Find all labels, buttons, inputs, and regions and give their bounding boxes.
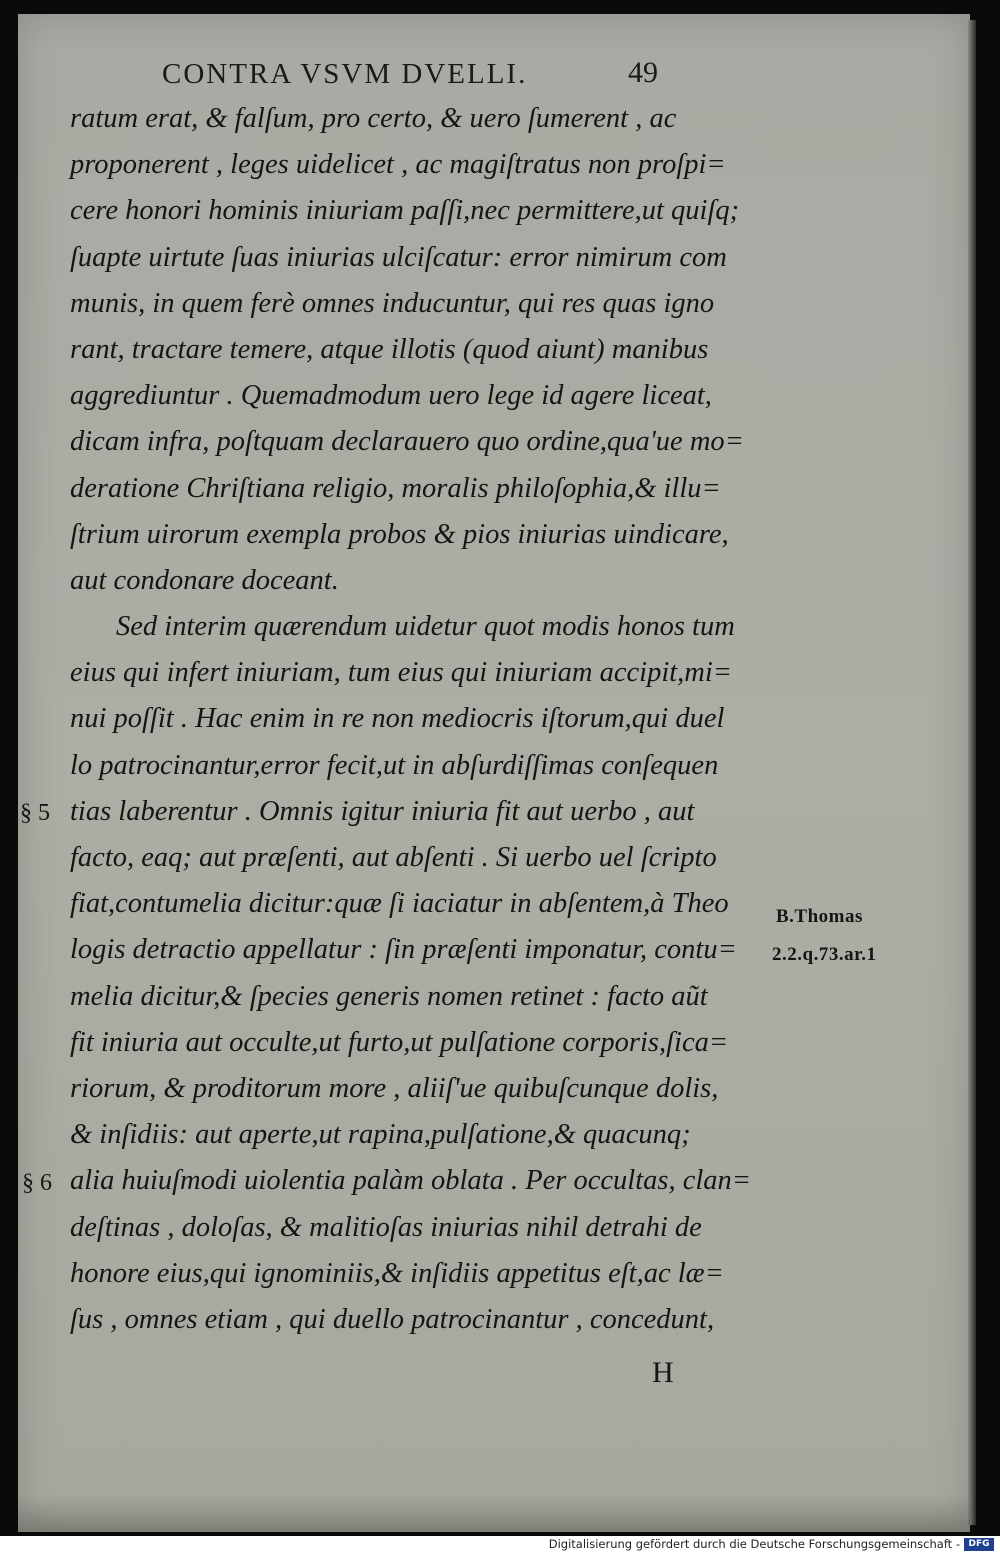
- dfg-logo: DFG: [964, 1538, 994, 1551]
- margin-note-citation: 2.2.q.73.ar.1: [772, 944, 877, 965]
- text-line: melia dicitur,& ſpecies generis nomen retinet : facto aũt: [70, 980, 708, 1012]
- text-line: honore eius,qui ignominiis,& inſidiis appetitus eſt,ac læ=: [70, 1257, 724, 1289]
- text-line: ſuapte uirtute ſuas iniurias ulciſcatur: error nimirum com: [70, 241, 727, 273]
- text-line: aggrediuntur . Quemadmodum uero lege id agere liceat,: [70, 380, 712, 412]
- text-line: facto, eaq; aut præſenti, aut abſenti . Si uerbo uel ſcripto: [70, 842, 717, 873]
- text-line: ſus , omnes etiam , qui duello patrocinantur , concedunt,: [70, 1303, 715, 1335]
- text-line: deſtinas , doloſas, & malitioſas iniurias nihil detrahi de: [70, 1211, 702, 1243]
- text-line: alia huiuſmodi uiolentia palàm oblata . Per occultas, clan=: [70, 1165, 752, 1197]
- page-number: 49: [628, 56, 658, 89]
- text-line: fit iniuria aut occulte,ut furto,ut pulſatione corporis,ſica=: [70, 1026, 729, 1058]
- section-mark-6: § 6: [22, 1170, 52, 1196]
- body-text: [70, 96, 770, 1343]
- text-line: fiat,contumelia dicitur:quæ ſi iaciatur in abſentem,à Theo: [70, 888, 729, 920]
- text-line: lo patrocinantur,error fecit,ut in abſurdiſſimas conſequen: [70, 749, 719, 781]
- text-line: nui poſſit . Hac enim in re non mediocris iſtorum,qui duel: [70, 703, 725, 735]
- page-edge: [968, 20, 976, 1525]
- text-line-paragraph-start: Sed interim quærendum uidetur quot modis honos tum: [116, 611, 735, 643]
- text-line: riorum, & proditorum more , aliiſ'ue quibuſcunque dolis,: [70, 1072, 719, 1104]
- section-mark-5: § 5: [20, 800, 50, 826]
- text-line: deratione Chriſtiana religio, moralis philoſophia,& illu=: [70, 472, 721, 504]
- text-line: tias laberentur . Omnis igitur iniuria fit aut uerbo , aut: [70, 795, 695, 827]
- text-line: ſtrium uirorum exempla probos & pios iniurias uindicare,: [70, 518, 729, 550]
- text-line: eius qui infert iniuriam, tum eius qui iniuriam accipit,mi=: [70, 657, 733, 689]
- margin-note-author: B.Thomas: [776, 906, 863, 927]
- running-head-title: CONTRA VSVM DVELLI.: [162, 58, 528, 90]
- text-line: proponerent , leges uidelicet , ac magiſtratus non proſpi=: [70, 149, 726, 181]
- text-line: rant, tractare temere, atque illotis (quod aiunt) manibus: [70, 333, 709, 365]
- signature-mark: H: [652, 1356, 674, 1389]
- text-line: munis, in quem ferè omnes inducuntur, qui res quas igno: [70, 287, 715, 319]
- footer-credit: Digitalisierung gefördert durch die Deutsche Forschungsgemeinschaft -: [548, 1537, 960, 1551]
- text-line: & inſidiis: aut aperte,ut rapina,pulſatione,& quacunq;: [70, 1119, 691, 1151]
- text-line: logis detractio appellatur : ſin præſenti imponatur, contu=: [70, 934, 737, 966]
- text-line: ratum erat, & falſum, pro certo, & uero ſumerent , ac: [70, 103, 677, 134]
- running-head: [162, 58, 722, 98]
- text-line: dicam infra, poſtquam declarauero quo ordine,qua'ue mo=: [70, 426, 744, 458]
- page-bottom-shadow: [18, 1495, 970, 1532]
- text-line: cere honori hominis iniuriam paſſi,nec permittere,ut quiſq;: [70, 195, 740, 227]
- footer-bar: [0, 1536, 1000, 1554]
- text-line: aut condonare doceant.: [70, 564, 339, 596]
